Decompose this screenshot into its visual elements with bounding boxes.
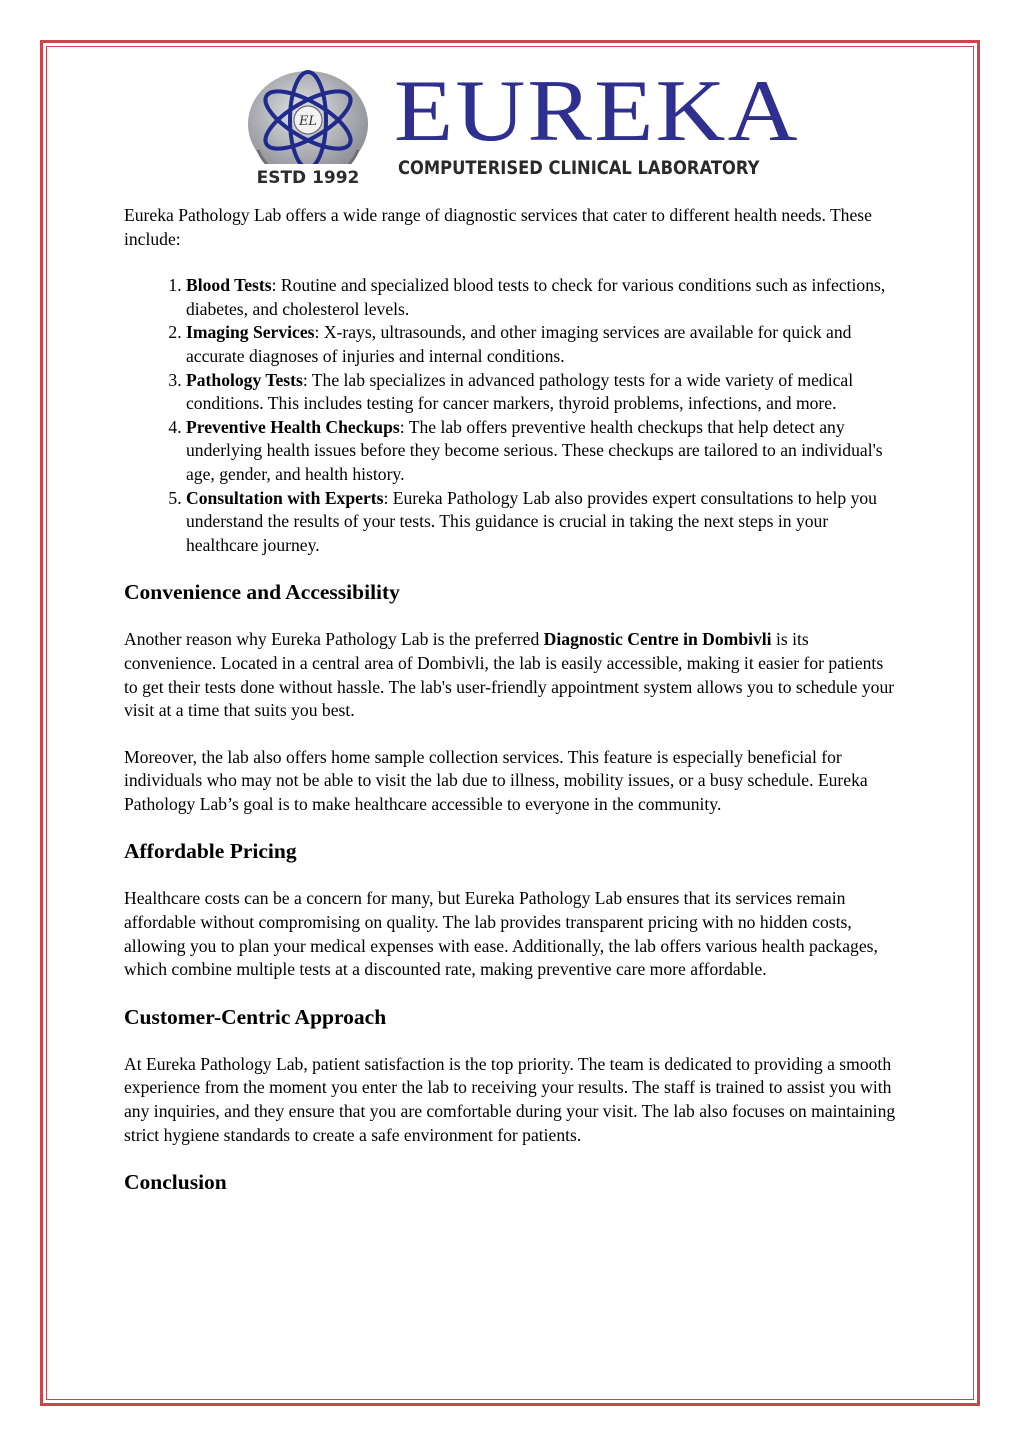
estd-label: ESTD 1992 xyxy=(256,168,360,188)
service-description: : The lab specializes in advanced pathology tests for a wide variety of medical conditions. This includes testing for cancer markers, thyroid problems, infections, and more. xyxy=(186,369,854,414)
heading-customer: Customer-Centric Approach xyxy=(124,1004,387,1029)
service-description: : X-rays, ultrasounds, and other imaging services are available for quick and accurate diagnoses of injuries and internal conditions. xyxy=(186,322,852,366)
seal-monogram: EL xyxy=(298,114,318,129)
service-term: Pathology Tests xyxy=(186,369,303,390)
convenience-paragraph-1 xyxy=(124,628,899,722)
service-term: Preventive Health Checkups xyxy=(186,416,400,437)
service-term: Blood Tests xyxy=(186,275,272,296)
customer-paragraph: At Eureka Pathology Lab, patient satisfaction is the top priority. The team is dedicated to providing a smooth experience from the moment you enter the lab to receiving your results. The staff is trained to assist you with any inquiries, and they ensure that you are comfortable during your visit. The lab also focuses on maintaining strict hygiene standards to create a safe environment for patients. xyxy=(124,1053,896,1145)
service-description: : Eureka Pathology Lab also provides expert consultations to help you understand the results of your tests. This guidance is crucial in taking the next steps in your healthcare journey. xyxy=(186,487,877,555)
convenience-p1-start: Another reason why Eureka Pathology Lab is the preferred xyxy=(124,629,544,650)
list-item xyxy=(186,487,899,558)
services-list xyxy=(124,274,899,557)
document-body xyxy=(124,204,899,1218)
service-term: Imaging Services xyxy=(186,322,315,343)
list-item xyxy=(186,416,899,487)
service-description: : Routine and specialized blood tests to check for various conditions such as infections, diabetes, and cholesterol levels. xyxy=(186,275,886,319)
diagnostic-centre-keyword: Diagnostic Centre in Dombivli xyxy=(543,629,772,650)
heading-convenience: Convenience and Accessibility xyxy=(124,580,400,605)
list-item xyxy=(186,369,899,416)
service-term: Consultation with Experts xyxy=(186,487,384,508)
pricing-paragraph: Healthcare costs can be a concern for many, but Eureka Pathology Lab ensures that its services remain affordable without compromising on quality. The lab provides transparent pricing with no hidden costs, allowing you to plan your medical expenses with ease. Additionally, the lab offers various health packages, which combine multiple tests at a discounted rate, making preventive care more affordable. xyxy=(124,888,878,980)
logo-subtitle: COMPUTERISED CLINICAL LABORATORY xyxy=(398,157,760,179)
eureka-logo xyxy=(246,63,800,195)
convenience-p1-end: is its convenience. Located in a central area of Dombivli, the lab is easily accessible, making it easier for patients to get their tests done without hassle. The lab's user-friendly appointment system allows you to schedule your visit at a time that suits you best. xyxy=(124,629,895,721)
logo-wordmark: EUREKA xyxy=(394,63,800,160)
list-item xyxy=(186,274,899,321)
intro-paragraph: Eureka Pathology Lab offers a wide range of diagnostic services that cater to different health needs. These include: xyxy=(124,205,872,249)
heading-pricing: Affordable Pricing xyxy=(124,839,297,864)
list-item xyxy=(186,321,899,368)
heading-conclusion: Conclusion xyxy=(124,1170,227,1195)
atom-seal-icon xyxy=(246,70,374,190)
convenience-paragraph-2: Moreover, the lab also offers home sample collection services. This feature is especially beneficial for individuals who may not be able to visit the lab due to illness, mobility issues, or a busy schedule. Eureka Pathology Lab’s goal is to make healthcare accessible to everyone in the community. xyxy=(124,746,868,814)
service-description: : The lab offers preventive health checkups that help detect any underlying health issues before they become serious. These checkups are tailored to an individual's age, gender, and health history. xyxy=(186,416,883,484)
